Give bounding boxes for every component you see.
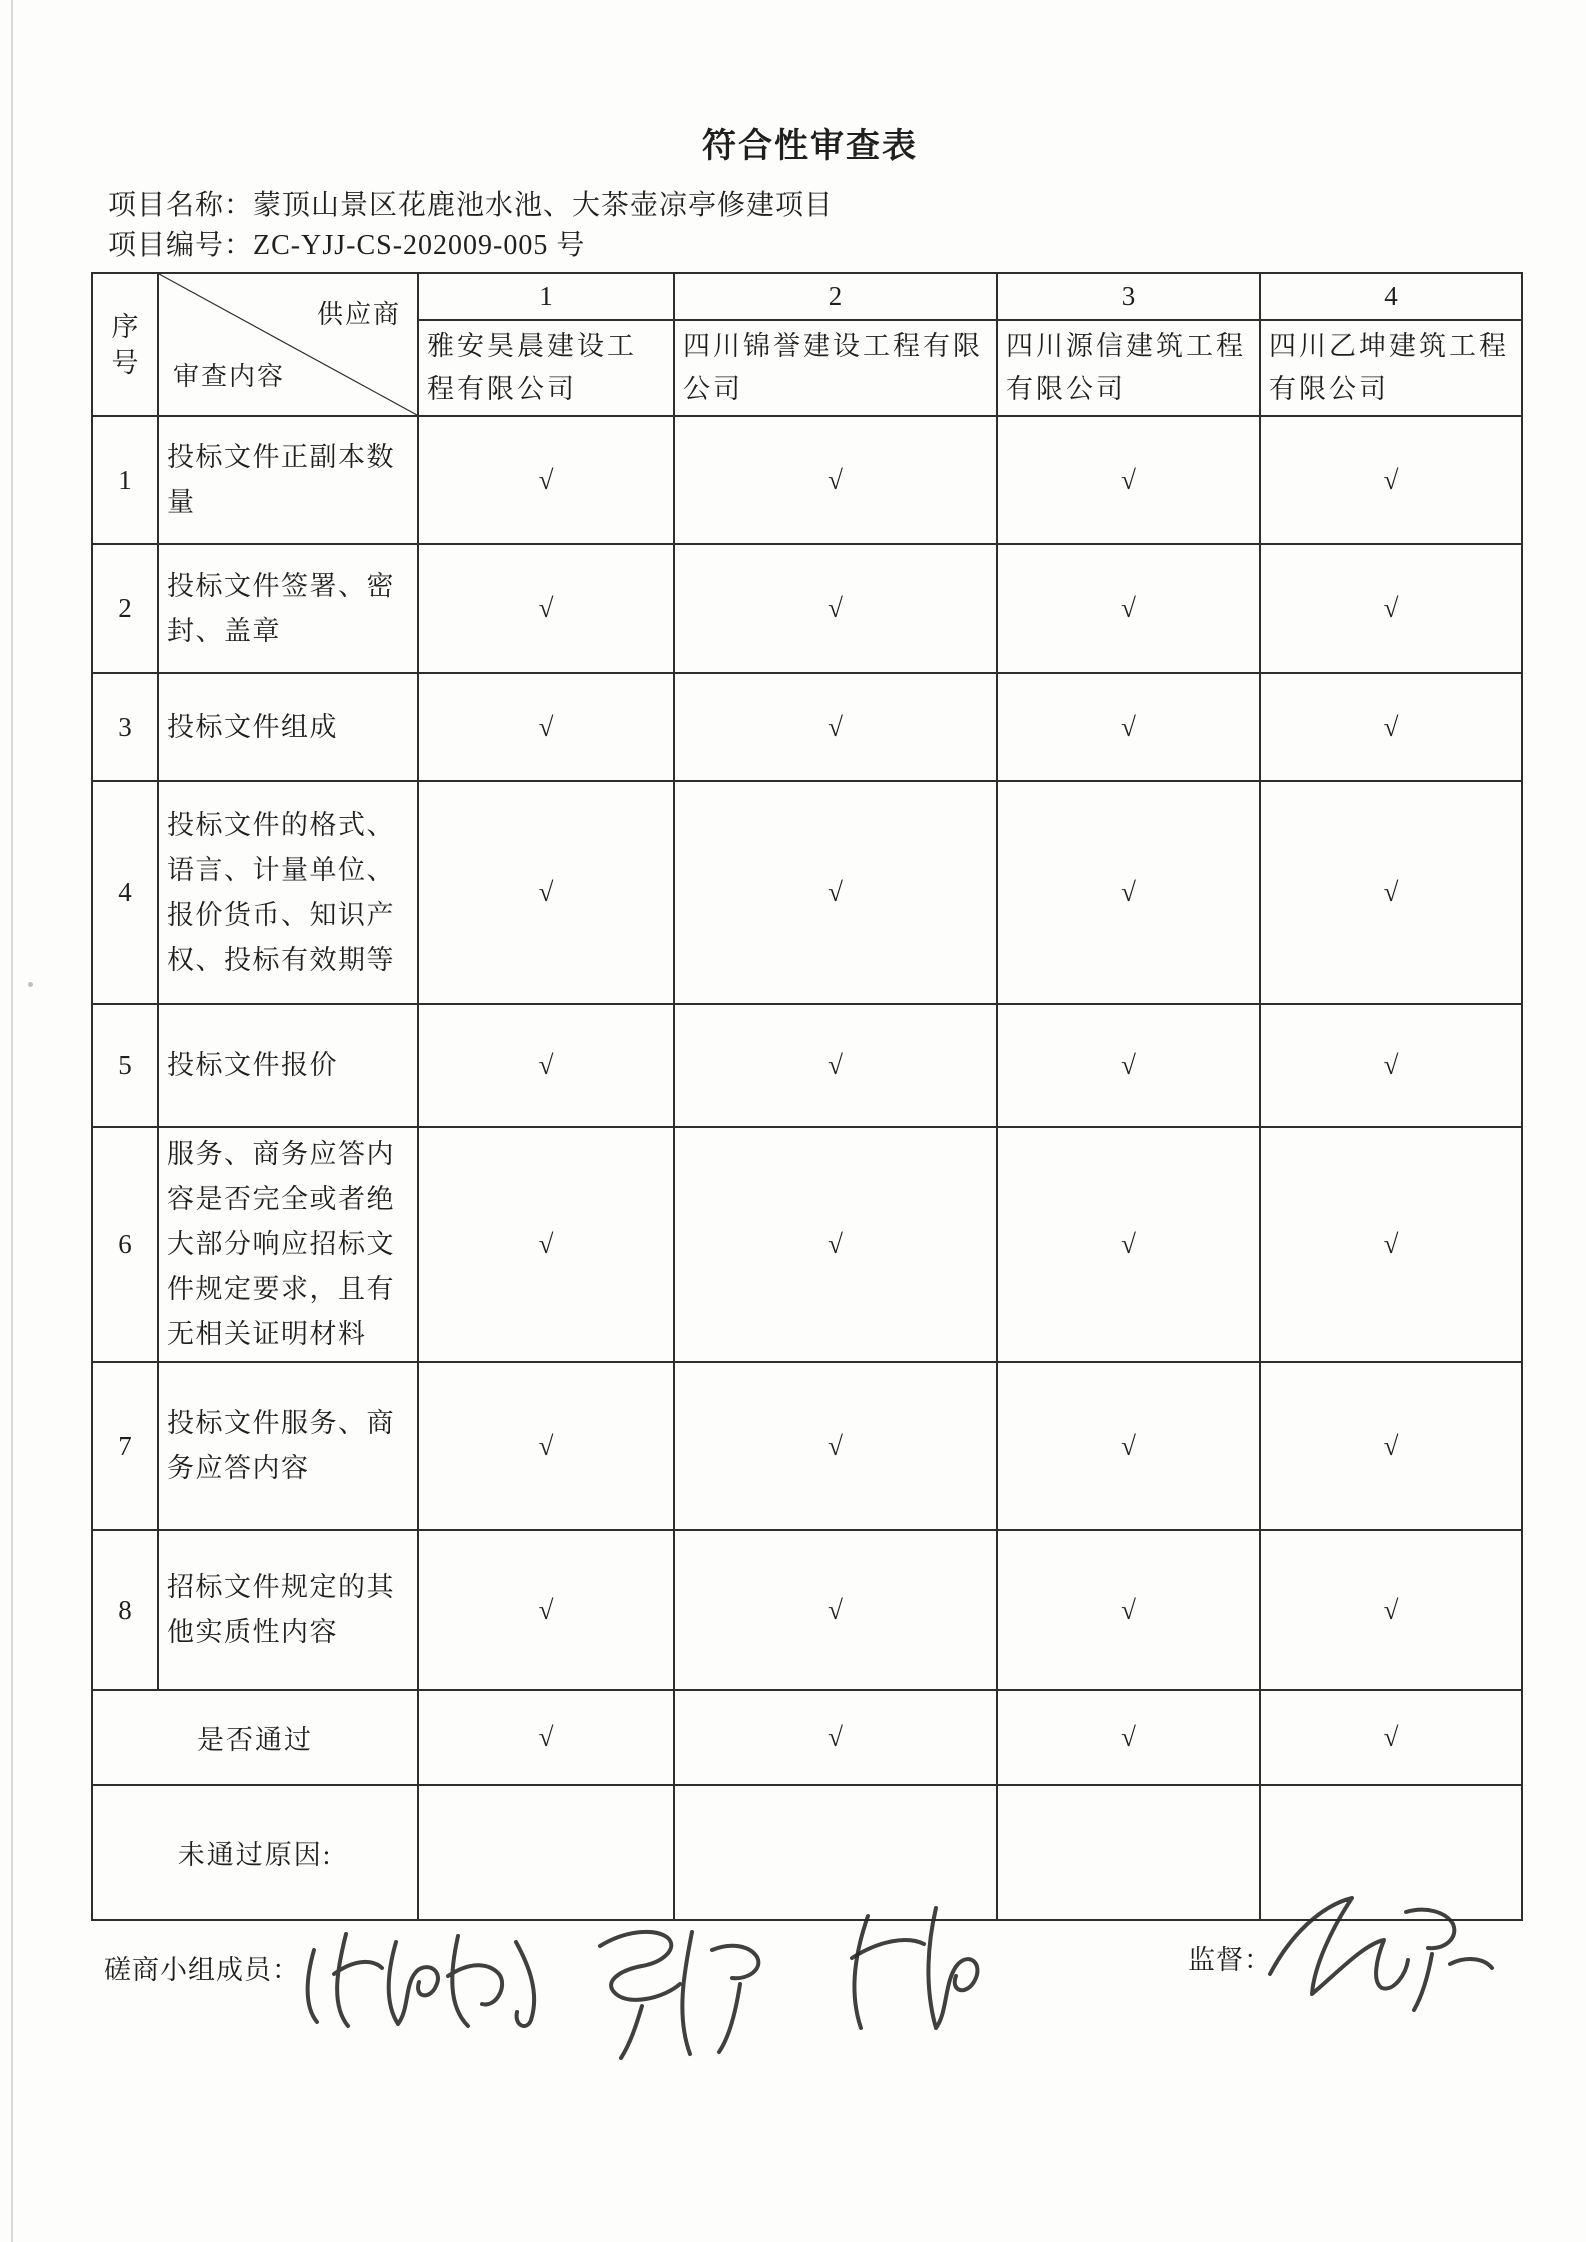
row-number-cell: 8 [92, 1530, 158, 1690]
check-cell: √ [418, 673, 674, 781]
table-row [92, 544, 1522, 673]
check-cell: √ [1260, 1004, 1522, 1127]
check-cell: √ [418, 1004, 674, 1127]
check-cell: √ [674, 1530, 997, 1690]
check-cell: √ [997, 544, 1260, 673]
check-cell: √ [674, 1690, 997, 1785]
review-content-cell: 服务、商务应答内容是否完全或者绝大部分响应招标文件规定要求，且有无相关证明材料 [158, 1127, 418, 1362]
row-number-cell: 1 [92, 416, 158, 544]
check-cell: √ [997, 1127, 1260, 1362]
check-cell: √ [674, 1362, 997, 1530]
handwritten-signature-2 [572, 1910, 774, 2062]
review-content-cell: 投标文件组成 [158, 673, 418, 781]
table-row [92, 673, 1522, 781]
supplier-name-cell: 四川乙坤建筑工程有限公司 [1260, 320, 1522, 416]
handwritten-signature-1 [300, 1912, 562, 2044]
supplier-name-cell: 雅安昊晨建设工程有限公司 [418, 320, 674, 416]
supplier-number-cell: 4 [1260, 273, 1522, 320]
supplier-name-cell: 四川源信建筑工程有限公司 [997, 320, 1260, 416]
check-cell: √ [418, 1127, 674, 1362]
check-cell: √ [1260, 416, 1522, 544]
check-cell: √ [674, 1004, 997, 1127]
project-meta [108, 186, 833, 266]
check-cell: √ [418, 544, 674, 673]
scan-line-artifact [11, 0, 13, 2242]
check-cell: √ [1260, 1362, 1522, 1530]
row-number-cell: 4 [92, 781, 158, 1004]
row-number-cell: 7 [92, 1362, 158, 1530]
row-number-cell: 3 [92, 673, 158, 781]
handwritten-signature-3 [832, 1892, 994, 2034]
supervisor-label: 监督： [1188, 1945, 1272, 1975]
supplier-number-cell: 3 [997, 273, 1260, 320]
check-cell: √ [997, 1530, 1260, 1690]
fail-reason-cell [997, 1785, 1260, 1920]
check-cell: √ [674, 416, 997, 544]
fail-reason-label-cell: 未通过原因: [92, 1785, 418, 1920]
check-cell: √ [418, 1362, 674, 1530]
project-number-value: ZC-YJJ-CS-202009-005 号 [253, 230, 586, 261]
diagonal-content-label: 审查内容 [173, 362, 286, 391]
pass-row [92, 1690, 1522, 1785]
table-row [92, 781, 1522, 1004]
check-cell: √ [997, 781, 1260, 1004]
check-cell: √ [997, 416, 1260, 544]
check-cell: √ [674, 1127, 997, 1362]
row-number-cell: 2 [92, 544, 158, 673]
project-name-value: 蒙顶山景区花鹿池水池、大茶壶凉亭修建项目 [253, 190, 834, 221]
review-content-cell: 投标文件服务、商务应答内容 [158, 1362, 418, 1530]
handwritten-signature-4 [1256, 1876, 1498, 2018]
project-number-line [108, 226, 833, 266]
diagonal-header-cell [158, 273, 418, 416]
review-content-cell: 投标文件报价 [158, 1004, 418, 1127]
check-cell: √ [997, 1362, 1260, 1530]
scan-dot-artifact [28, 982, 33, 987]
table-row [92, 416, 1522, 544]
pass-label-cell: 是否通过 [92, 1690, 418, 1785]
supplier-name-cell: 四川锦誉建设工程有限公司 [674, 320, 997, 416]
project-name-label: 项目名称： [108, 190, 254, 221]
check-cell: √ [674, 781, 997, 1004]
check-cell: √ [674, 544, 997, 673]
review-content-cell: 招标文件规定的其他实质性内容 [158, 1530, 418, 1690]
diagonal-supplier-label: 供应商 [316, 300, 401, 329]
check-cell: √ [1260, 781, 1522, 1004]
check-cell: √ [418, 1530, 674, 1690]
supplier-number-cell: 1 [418, 273, 674, 320]
table-row [92, 1362, 1522, 1530]
compliance-review-table [91, 272, 1523, 1921]
check-cell: √ [997, 673, 1260, 781]
project-name-line [108, 186, 833, 226]
check-cell: √ [1260, 544, 1522, 673]
check-cell: √ [997, 1004, 1260, 1127]
page-title: 符合性审查表 [702, 128, 918, 165]
check-cell: √ [418, 1690, 674, 1785]
check-cell: √ [674, 673, 997, 781]
review-content-cell: 投标文件签署、密封、盖章 [158, 544, 418, 673]
check-cell: √ [418, 781, 674, 1004]
row-number-cell: 6 [92, 1127, 158, 1362]
check-cell: √ [418, 416, 674, 544]
check-cell: √ [1260, 1530, 1522, 1690]
supplier-number-cell: 2 [674, 273, 997, 320]
table-row [92, 1004, 1522, 1127]
check-cell: √ [1260, 1127, 1522, 1362]
check-cell: √ [997, 1690, 1260, 1785]
table-row [92, 1127, 1522, 1362]
serial-header-cell: 序号 [92, 273, 158, 416]
check-cell: √ [1260, 1690, 1522, 1785]
project-number-label: 项目编号： [108, 230, 254, 261]
fail-reason-cell [418, 1785, 674, 1920]
row-number-cell: 5 [92, 1004, 158, 1127]
review-content-cell: 投标文件的格式、语言、计量单位、报价货币、知识产权、投标有效期等 [158, 781, 418, 1004]
team-members-label: 磋商小组成员： [104, 1955, 300, 1985]
review-content-cell: 投标文件正副本数量 [158, 416, 418, 544]
check-cell: √ [1260, 673, 1522, 781]
table-row [92, 1530, 1522, 1690]
